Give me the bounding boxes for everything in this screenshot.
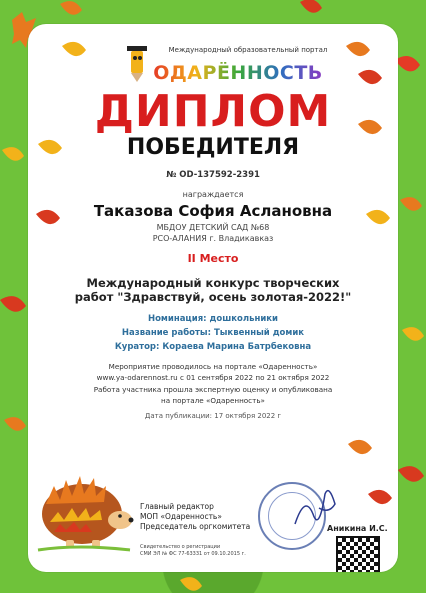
recipient-name: Таказова София Аслановна (93, 202, 333, 220)
signatory-block (140, 502, 260, 532)
info-line: Работа участника прошла экспертную оценку и опубликована (93, 385, 333, 394)
contest-title (58, 276, 368, 304)
work-title: Название работы: Тыквенный домик (121, 328, 305, 338)
diploma-subtitle: ПОБЕДИТЕЛЯ (126, 135, 300, 160)
signatory-role: Главный редактор (140, 502, 214, 511)
registry-info (140, 544, 270, 557)
leaf-icon (368, 490, 392, 504)
curator: Куратор: Кораева Марина Батрбековна (114, 342, 312, 352)
document-number: № OD-137592-2391 (166, 170, 260, 180)
leaf-icon (398, 466, 424, 482)
diploma-title: ДИПЛОМ (94, 86, 332, 137)
work-details (28, 312, 398, 354)
place-award: II Место (187, 252, 239, 265)
diploma-card (28, 24, 398, 572)
awarded-label: награждается (182, 190, 244, 199)
portal-label: Международный образовательный портал (168, 46, 328, 54)
organization-location: РСО-АЛАНИЯ г. Владикавказ (152, 234, 274, 243)
info-line: на портале «Одаренность» (161, 395, 265, 405)
registry-line: СМИ ЭЛ № ФС 77-63331 от 09.10.2015 г. (140, 550, 246, 557)
signer-name: Аникина И.С. (327, 524, 388, 533)
event-info (58, 362, 368, 406)
leaf-icon (0, 296, 26, 312)
leaf-icon (358, 70, 382, 84)
leaf-icon (4, 417, 26, 431)
leaf-icon (395, 56, 420, 71)
leaf-icon (180, 577, 202, 591)
contest-title-line: работ "Здравствуй, осень золотая-2022!" (74, 290, 352, 304)
portal-logo (128, 62, 348, 86)
qr-code-icon (336, 536, 380, 572)
info-line: www.ya-odarennost.ru с 01 сентября 2022 по 21 октября 2022 (96, 372, 330, 382)
nomination: Номинация: дошкольники (147, 314, 279, 324)
hedgehog-illustration (34, 444, 134, 554)
leaf-icon (348, 440, 372, 454)
leaf-icon (2, 147, 24, 161)
organization-name: МБДОУ ДЕТСКИЙ САД №68 (156, 223, 270, 232)
leaf-icon (300, 0, 322, 13)
leaf-icon (400, 197, 422, 211)
contest-title-line: Международный конкурс творческих (86, 276, 340, 290)
leaf-icon (62, 42, 86, 56)
signatory-role: Председатель оргкомитета (140, 522, 251, 531)
publication-date: Дата публикации: 17 октября 2022 г (144, 412, 282, 420)
leaf-icon (60, 1, 82, 15)
leaf-icon (402, 327, 424, 341)
signatory-role: МОП «Одаренность» (140, 512, 222, 521)
logo-text: ОДАРЁННОСТЬ (153, 62, 323, 84)
info-line: Мероприятие проводилось на портале «Одаренность» (108, 362, 318, 371)
registry-line: Свидетельство о регистрации (140, 544, 221, 550)
recipient-organization (28, 222, 398, 244)
